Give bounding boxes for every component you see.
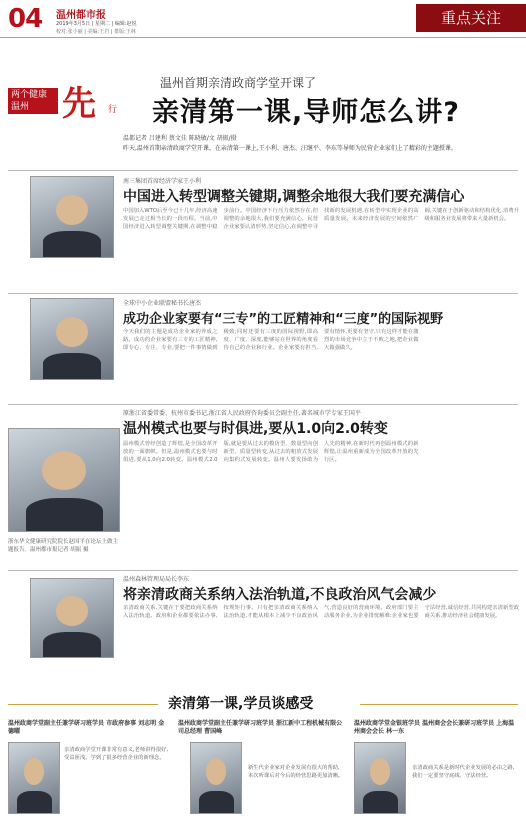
student-photo — [354, 742, 406, 814]
band-line-right — [360, 704, 518, 705]
bottom-band — [0, 693, 526, 715]
portrait-photo — [30, 298, 114, 380]
column-small-char: 行 — [108, 105, 118, 115]
student-card-label: 温州政商学堂金银班学员 温州商会会长兼研习班学员 上海温州商会会长 林一东 — [354, 720, 515, 735]
portrait-photo — [30, 578, 114, 658]
page-number: 04 — [8, 4, 43, 34]
article-title: 成功企业家要有“三专”的工匠精神和“三度”的国际视野 — [123, 312, 444, 327]
student-card-label: 温州政商学堂副主任兼学研习班学员 市政府参事 刘志明 金德曜 — [8, 720, 165, 735]
column-badge: 两个健康 温州 — [8, 88, 58, 114]
article-body: 亲清政商关系,关键在于要把政商关系纳入法治轨道。政府和企业都要依法办事,按规矩行事。只有把亲清政商关系纳入法治轨道,才能从根本上减少不良政治风气,营造良好的营商环境。政府部门要主动服务企业,为企业排忧解难;企业家也要守法经营,诚信经营,共同构建亲清新型政商关系,推动经济社会健康发展。 — [123, 605, 519, 619]
section-title: 重点关注 — [416, 4, 526, 32]
lead-intro: 昨天,温州首期亲清政商学堂开课。在亲清第一课上,王小利、唐杰、汪继平、李东等导师为民营企业家们上了精彩的主题授课。 — [123, 145, 457, 152]
article-title: 温州模式也要与时俱进,要从1.0向2.0转变 — [123, 421, 388, 437]
article-label: 温州森林管理局局长李东 — [123, 576, 190, 583]
article-label: 原浙江省委常委、杭州市委书记,浙江省人民政府咨询委员会副主任,著名城市学专家王国平 — [123, 410, 361, 417]
lead-byline: 温都记者 吕建利 蔡文佳 陈晓敏/文 胡振/摄 — [123, 135, 237, 142]
paper-date: 2019年3月5日 | 星期二 | 编辑:赵悦 — [56, 21, 137, 27]
column-logo — [8, 72, 133, 127]
column-big-char: 先 — [62, 84, 96, 124]
student-photo — [190, 742, 242, 814]
divider — [8, 170, 518, 171]
bottom-band-title: 亲清第一课,学员谈感受 — [168, 696, 314, 712]
article-label: 全球中小企业联盟秘书长唐杰 — [123, 300, 202, 307]
student-photo — [8, 742, 60, 814]
article-label: 南三集团首席经济学家王小利 — [123, 178, 202, 185]
article-title: 中国进入转型调整关键期,调整余地很大我们要充满信心 — [123, 189, 465, 205]
student-card-text: 亲清政商关系是新时代企业发展的必由之路,我们一定要坚守底线、守法经营。 — [412, 765, 515, 779]
divider — [8, 293, 518, 294]
article-title: 将亲清政商关系纳入法治轨道,不良政治风气会减少 — [123, 587, 437, 603]
article-body: 今天我们的主题是成功企业家的养成之路。成功的企业家要有三专的工匠精神,即专心、专注、专业,要把一件事情做到极致;同时还要有三度的国际视野,即高度、广度、深度,能够站在世界的角度看待自己的企业和行业。企业家要有担当,要有情怀,更要有坚守,只有这样才能在激烈的市场竞争中立于不败之地,把企业做大做强做久。 — [123, 329, 419, 351]
paper-staff: 校对:张小丽 | 美编:王岩 | 排版:王林 — [56, 29, 136, 35]
student-card-text: 亲清政商学堂开课非常有意义,老师讲得很好,受益匪浅。学到了很多经营企业的新理念。 — [64, 747, 169, 761]
article-body: 温州模式曾经创造了辉煌,是全国改革开放的一面旗帜。但是,温州模式也要与时俱进,要从1.0向2.0转变。温州模式2.0版,就是要从过去的模仿型、数量型向创新型、质量型转变,从过去的粗放式发展向集约式发展转变。温州人要发扬敢为人先的精神,在新时代再创温州模式的新辉煌,让温州重新成为全国改革开放的先行区。 — [123, 441, 419, 463]
photo-caption: 浙东华文健康研究院院长赵国平在论坛上做主题报告。温州都市报记者 胡振 摄 — [8, 539, 119, 553]
masthead — [0, 0, 526, 38]
paper-name: 温州都市报 — [56, 10, 106, 21]
divider — [8, 570, 518, 571]
student-card-text: 新生代企业家对企业发展有很大的帮助,本次听课后对今后的经营思路更加清晰。 — [248, 765, 344, 779]
lead-headline: 亲清第一课,导师怎么讲? — [152, 97, 460, 128]
portrait-photo — [8, 428, 120, 532]
divider — [8, 404, 518, 405]
portrait-photo — [30, 176, 114, 258]
article-body: 中国加入WTO后至今已十几年,经济高速发展已走过相当长的一段历程。当前,中国经济进入转型调整关键期,在调整中稳步前行。中国经济下行压力依然存在,但调整的余地很大,我们要充满信心。民营企业家要认清形势,坚定信心,在调整中寻找新的发展机遇,在转型中实现企业的高质量发展。未来经济发展的空间依然广阔,关键在于创新驱动和结构优化,消费升级和服务业发展将带来大量新机会。 — [123, 208, 519, 230]
student-card-label: 温州政商学堂副主任兼学研习班学员 浙江新中工程机械有限公司总经理 曹国峰 — [178, 720, 343, 735]
band-line-left — [8, 704, 158, 705]
lead-sub-headline: 温州首期亲清政商学堂开课了 — [160, 76, 317, 90]
